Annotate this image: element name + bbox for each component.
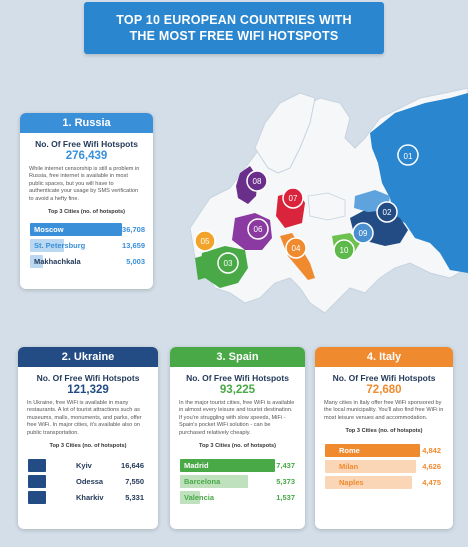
- city-value: 4,475: [422, 478, 441, 488]
- card-italy: [315, 347, 453, 529]
- city-name: Odessa: [76, 477, 104, 487]
- hotspots-label: No. Of Free Wifi Hotspots: [36, 373, 140, 383]
- card-description: In Ukraine, free WiFi is available in many restaurants. A lot of tourist attractions such as museums, malls, monuments, and parks, offer free WiFi. In major cities, it's available also on public transportation.: [27, 400, 142, 436]
- hotspots-label: No. Of Free Wifi Hotspots: [186, 373, 289, 383]
- city-name: Kharkiv: [76, 493, 104, 503]
- card-title: 1. Russia: [20, 113, 153, 133]
- city-row: [18, 475, 158, 488]
- city-value: 7,437: [276, 461, 295, 471]
- hotspots-number: 276,439: [65, 150, 108, 162]
- card-description: While internet censorship is still a problem in Russia, free internet is available in most public spaces, but you will have to authenticate your usage by SMS verification to avoid a hefty fine.: [29, 166, 140, 202]
- city-row: [18, 491, 158, 504]
- city-list: [315, 444, 453, 489]
- map-marker-02: [377, 202, 397, 222]
- cities-label: Top 3 Cities (no. of hotspots): [48, 209, 125, 216]
- map-marker-label: 02: [382, 208, 392, 217]
- city-list: [18, 459, 158, 504]
- hotspots-number: 121,329: [67, 384, 109, 396]
- city-list: [20, 223, 153, 268]
- card-ukraine: [18, 347, 158, 529]
- city-row: [170, 475, 305, 488]
- city-value: 16,646: [121, 461, 144, 471]
- title-banner: [84, 2, 384, 54]
- map-marker-label: 08: [252, 177, 262, 186]
- city-value: 4,626: [422, 462, 441, 472]
- map-marker-label: 03: [223, 259, 233, 268]
- city-value: 4,842: [422, 446, 441, 456]
- card-russia: [20, 113, 153, 289]
- city-row: [18, 459, 158, 472]
- page-title-line-1: TOP 10 EUROPEAN COUNTRIES WITH: [116, 13, 352, 27]
- hotspots-label: No. Of Free Wifi Hotspots: [332, 373, 436, 383]
- city-bar: [28, 491, 46, 504]
- map-marker-06: [248, 219, 268, 239]
- city-value: 1,537: [276, 493, 295, 503]
- city-name: Rome: [339, 446, 360, 456]
- map-marker-label: 06: [253, 225, 263, 234]
- city-row: [20, 239, 153, 252]
- city-name: Naples: [339, 478, 364, 488]
- header: [0, 0, 468, 64]
- city-name: St. Petersburg: [34, 241, 86, 251]
- city-row: [20, 223, 153, 236]
- city-bar: [28, 475, 46, 488]
- card-description: Many cities in Italy offer free WiFi sponsored by the local municipality. You'll also find free WiFi in most leisure venues and accommodation.: [324, 400, 444, 421]
- map-marker-label: 01: [403, 152, 413, 161]
- hotspots-label: No. Of Free Wifi Hotspots: [35, 139, 138, 149]
- city-name: Moscow: [34, 225, 64, 235]
- cities-label: Top 3 Cities (no. of hotspots): [345, 428, 423, 435]
- city-bar: [28, 459, 46, 472]
- city-row: [170, 459, 305, 472]
- card-spain: [170, 347, 305, 529]
- card-title: 4. Italy: [315, 347, 453, 367]
- cities-label: Top 3 Cities (no. of hotspots): [199, 443, 276, 450]
- map-marker-09: [353, 223, 373, 243]
- city-name: Kyiv: [76, 461, 92, 471]
- hotspots-number: 72,680: [366, 384, 402, 396]
- page-title-line-2: THE MOST FREE WIFI HOTSPOTS: [129, 29, 339, 43]
- hotspots-number: 93,225: [219, 384, 256, 396]
- city-row: [315, 476, 453, 489]
- city-name: Madrid: [184, 461, 209, 471]
- map-marker-label: 04: [291, 244, 301, 253]
- city-row: [315, 460, 453, 473]
- city-row: [170, 491, 305, 504]
- city-name: Barcelona: [184, 477, 221, 487]
- map-marker-label: 10: [339, 246, 349, 255]
- city-value: 7,550: [125, 477, 144, 487]
- map-marker-04: [286, 238, 306, 258]
- city-list: [170, 459, 305, 504]
- cities-label: Top 3 Cities (no. of hotspots): [49, 443, 127, 450]
- card-title: 2. Ukraine: [18, 347, 158, 367]
- map-marker-label: 07: [288, 194, 298, 203]
- city-name: Makhachkala: [34, 257, 81, 267]
- city-value: 5,331: [125, 493, 144, 503]
- card-description: In the major tourist cities, free WiFi is available in almost every leisure and tourist destination. If you're struggling with slow speeds, MiFi - Spain's pocket WiFi solution - can be purchased relatively cheaply.: [179, 400, 295, 436]
- europe-map: [150, 78, 468, 323]
- city-row: [315, 444, 453, 457]
- map-marker-01: [398, 145, 418, 165]
- map-marker-08: [247, 171, 267, 191]
- city-name: Valencia: [184, 493, 215, 503]
- city-value: 5,373: [276, 477, 295, 487]
- card-title: 3. Spain: [170, 347, 305, 367]
- map-marker-05: [195, 231, 215, 251]
- city-row: [20, 255, 153, 268]
- city-name: Milan: [339, 462, 359, 472]
- map-marker-label: 05: [200, 237, 210, 246]
- city-value: 13,659: [122, 241, 145, 251]
- map-marker-label: 09: [358, 229, 368, 238]
- city-value: 5,003: [126, 257, 145, 267]
- map-marker-07: [283, 188, 303, 208]
- city-value: 36,708: [122, 225, 145, 235]
- map-marker-03: [218, 253, 238, 273]
- map-marker-10: [334, 240, 354, 260]
